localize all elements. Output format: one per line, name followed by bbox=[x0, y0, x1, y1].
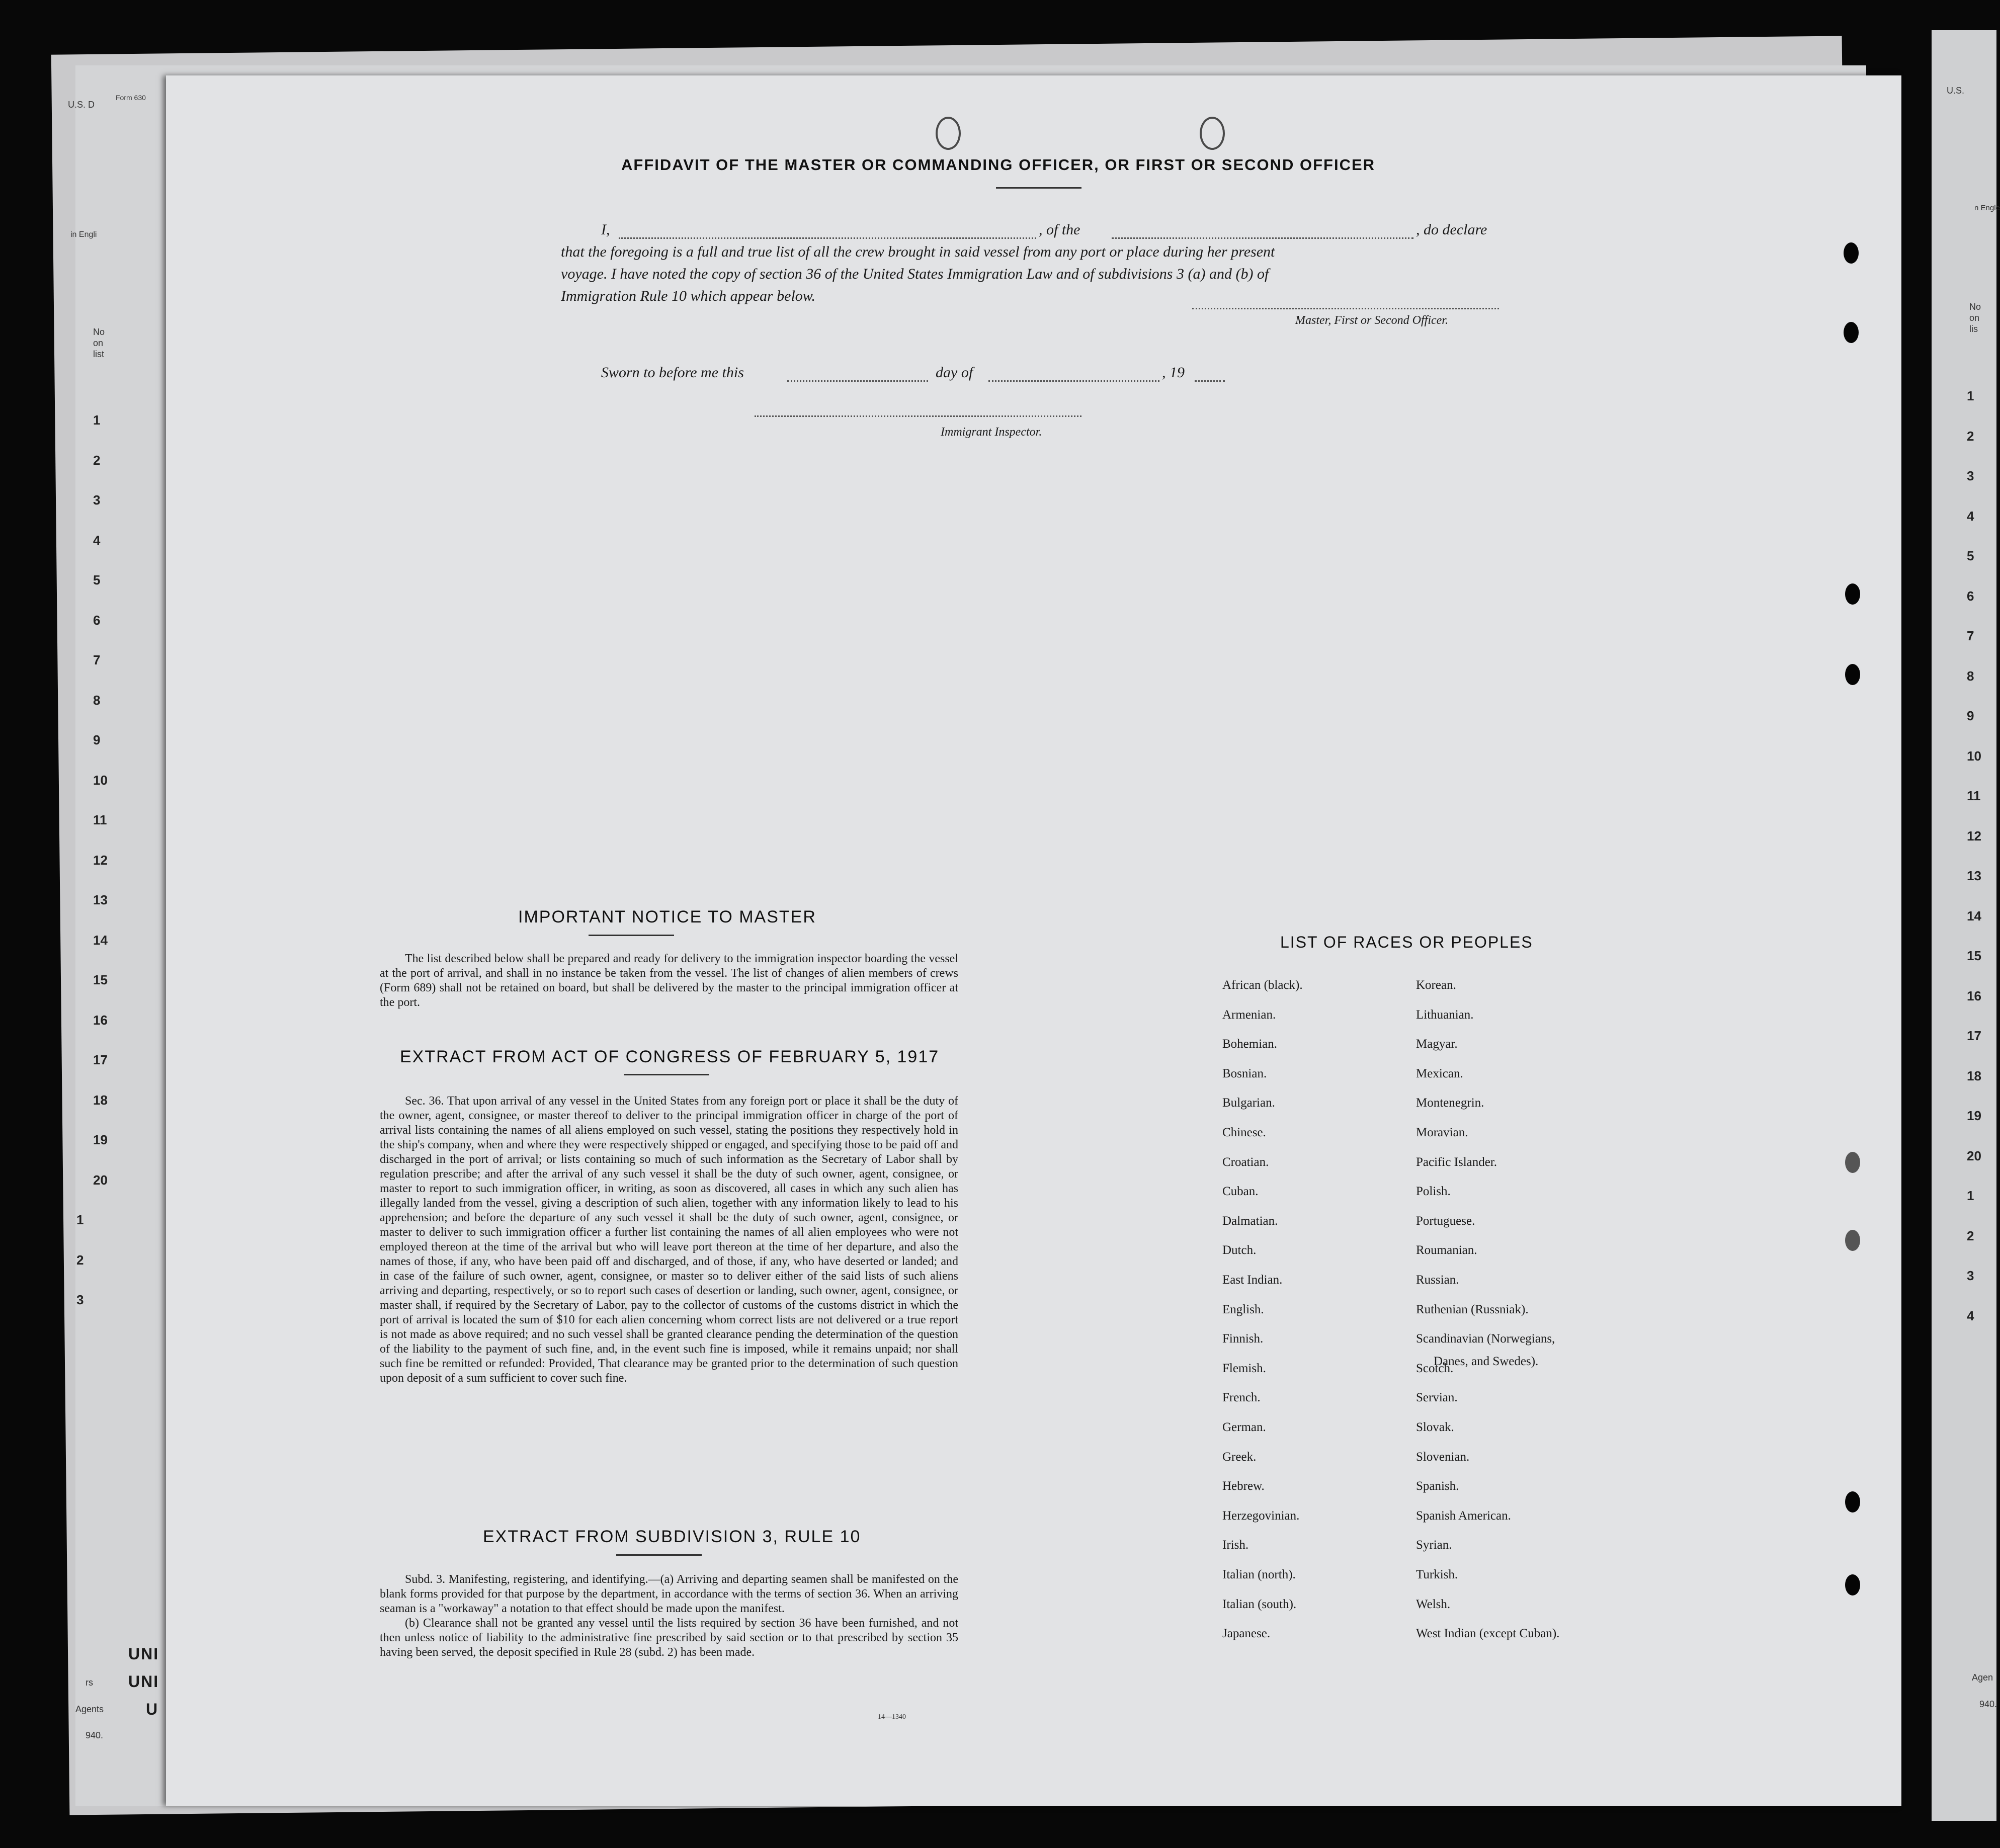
punch-mark-1 bbox=[1844, 242, 1859, 264]
race-entry: Magyar. bbox=[1416, 1037, 1458, 1051]
right-line-number: 2 bbox=[1967, 428, 1974, 444]
left-bottom-small-2: Agents bbox=[75, 1704, 104, 1714]
left-bottom-small-3: 940. bbox=[86, 1730, 104, 1740]
inspector-signature-field[interactable] bbox=[755, 415, 1081, 417]
right-line-number: 7 bbox=[1967, 628, 1974, 643]
race-entry: English. bbox=[1222, 1302, 1264, 1316]
race-entry: Japanese. bbox=[1222, 1627, 1271, 1641]
left-line-number: 5 bbox=[93, 572, 101, 587]
affidavit-do-declare: , do declare bbox=[1416, 221, 1487, 238]
form-sheet bbox=[166, 75, 1901, 1806]
left-line-number: 1 bbox=[93, 412, 101, 428]
race-entry: Irish. bbox=[1222, 1538, 1249, 1552]
right-line-number: 10 bbox=[1967, 748, 1981, 764]
race-entry: Syrian. bbox=[1416, 1538, 1452, 1552]
right-col-hdr-1: No bbox=[1969, 302, 1981, 312]
right-line-number: 1 bbox=[1967, 1188, 1974, 1203]
race-entry: French. bbox=[1222, 1391, 1261, 1405]
races-continuation: Danes, and Swedes). bbox=[1434, 1355, 1539, 1368]
race-entry: Lithuanian. bbox=[1416, 1007, 1474, 1022]
left-line-number: 8 bbox=[93, 692, 101, 708]
notice-body: The list described below shall be prepared and ready for delivery to the immigration inspector boarding the vessel at the port of arrival, and shall in no instance be taken from the vessel. The list of changes of alien members of crews (Form 689) shall not be retained on board, but shall be delivered by the master to the principal immigration officer at the port. bbox=[380, 952, 958, 1009]
right-line-number: 3 bbox=[1967, 468, 1974, 483]
race-entry: Welsh. bbox=[1416, 1597, 1451, 1611]
race-entry: Dutch. bbox=[1222, 1243, 1257, 1257]
right-col-hdr-3: lis bbox=[1969, 324, 1978, 334]
punch-mark-5 bbox=[1845, 1152, 1860, 1173]
notice-title-rule bbox=[589, 935, 674, 936]
sworn-year-prefix: , 19 bbox=[1162, 364, 1185, 381]
sworn-year-field[interactable] bbox=[1195, 380, 1225, 382]
left-line-number: 3 bbox=[76, 1292, 84, 1307]
rule-body bbox=[380, 1572, 958, 1660]
right-line-number: 6 bbox=[1967, 588, 1974, 604]
race-entry: Spanish. bbox=[1416, 1479, 1459, 1493]
race-entry: Italian (south). bbox=[1222, 1597, 1297, 1611]
rule-title: EXTRACT FROM SUBDIVISION 3, RULE 10 bbox=[483, 1527, 861, 1546]
left-engl-mark: in Engli bbox=[70, 230, 97, 239]
left-line-number: 18 bbox=[93, 1092, 108, 1108]
left-line-number: 17 bbox=[93, 1052, 108, 1067]
right-line-number: 20 bbox=[1967, 1148, 1981, 1163]
right-line-number: 18 bbox=[1967, 1068, 1981, 1083]
right-line-number: 13 bbox=[1967, 868, 1981, 883]
race-entry: Dalmatian. bbox=[1222, 1214, 1278, 1228]
affidavit-vessel-field[interactable] bbox=[1112, 237, 1413, 239]
punch-mark-3 bbox=[1845, 583, 1860, 605]
race-entry: Cuban. bbox=[1222, 1185, 1259, 1199]
sworn-day-field[interactable] bbox=[787, 380, 928, 382]
left-line-number: 15 bbox=[93, 972, 108, 987]
right-line-number: 3 bbox=[1967, 1268, 1974, 1283]
bleed-through-stamp bbox=[216, 116, 237, 203]
binding-hole-left bbox=[936, 117, 961, 150]
race-entry: Turkish. bbox=[1416, 1568, 1458, 1581]
right-line-number: 1 bbox=[1967, 388, 1974, 403]
officer-signature-caption: Master, First or Second Officer. bbox=[1295, 314, 1448, 327]
race-entry: Scotch. bbox=[1416, 1361, 1454, 1375]
right-engl-mark: n Engle bbox=[1974, 204, 2000, 212]
right-line-number: 16 bbox=[1967, 988, 1981, 1003]
right-line-number: 5 bbox=[1967, 548, 1974, 563]
act-title-rule bbox=[624, 1074, 709, 1075]
right-line-number: 19 bbox=[1967, 1108, 1981, 1123]
race-entry: Bulgarian. bbox=[1222, 1096, 1275, 1110]
race-entry: Slovak. bbox=[1416, 1420, 1454, 1434]
sworn-prefix: Sworn to before me this bbox=[601, 364, 744, 381]
race-entry: Croatian. bbox=[1222, 1155, 1269, 1169]
race-entry: Roumanian. bbox=[1416, 1243, 1477, 1257]
inspector-caption: Immigrant Inspector. bbox=[941, 426, 1042, 439]
left-line-number: 1 bbox=[76, 1212, 84, 1227]
act-title: EXTRACT FROM ACT OF CONGRESS OF FEBRUARY 5, 1917 bbox=[400, 1047, 940, 1066]
left-line-number: 14 bbox=[93, 932, 108, 948]
right-line-number: 8 bbox=[1967, 668, 1974, 684]
left-line-number: 19 bbox=[93, 1132, 108, 1147]
race-entry: Scandinavian (Norwegians, bbox=[1416, 1332, 1555, 1346]
race-entry: Flemish. bbox=[1222, 1361, 1266, 1375]
left-line-number: 10 bbox=[93, 772, 108, 788]
left-bottom-small-1: rs bbox=[86, 1677, 93, 1688]
left-line-number: 11 bbox=[93, 812, 107, 827]
races-title: LIST OF RACES OR PEOPLES bbox=[1280, 933, 1533, 951]
officer-signature-field[interactable] bbox=[1192, 308, 1499, 309]
print-code: 14—1340 bbox=[878, 1713, 906, 1721]
race-entry: Mexican. bbox=[1416, 1066, 1463, 1080]
race-entry: Greek. bbox=[1222, 1450, 1257, 1464]
affidavit-line-3: voyage. I have noted the copy of section 36 of the United States Immigration Law and of subdivisions 3 (a) and (b) of bbox=[561, 266, 1269, 282]
race-entry: Spanish American. bbox=[1416, 1508, 1511, 1523]
left-line-number: 7 bbox=[93, 652, 101, 667]
punch-mark-4 bbox=[1845, 664, 1860, 685]
race-entry: Herzegovinian. bbox=[1222, 1508, 1300, 1523]
right-line-number: 12 bbox=[1967, 828, 1981, 844]
race-entry: African (black). bbox=[1222, 978, 1303, 992]
affidavit-word-i: I, bbox=[601, 221, 610, 238]
left-line-number: 4 bbox=[93, 532, 101, 548]
left-col-hdr-1: No bbox=[93, 327, 105, 337]
sworn-day-of: day of bbox=[936, 364, 973, 381]
right-bottom-small-2: 940. bbox=[1979, 1699, 1997, 1709]
right-col-hdr-2: on bbox=[1969, 313, 1980, 323]
left-line-number: 3 bbox=[93, 492, 101, 508]
race-entry: Moravian. bbox=[1416, 1126, 1468, 1139]
left-line-number: 2 bbox=[76, 1252, 84, 1268]
left-line-number: 20 bbox=[93, 1172, 108, 1188]
rule-para-b: (b) Clearance shall not be granted any vessel until the lists required by section 36 have been furnished, and not then unless notice of liability to the administrative fine prescribed by said section or to that prescribed by section 35 having been served, the deposit specified in Rule 28 (subd. 2) has been made. bbox=[380, 1617, 958, 1659]
race-entry: Polish. bbox=[1416, 1185, 1451, 1199]
affidavit-line-4: Immigration Rule 10 which appear below. bbox=[561, 288, 816, 304]
race-entry: Pacific Islander. bbox=[1416, 1155, 1497, 1169]
rule-title-rule bbox=[616, 1554, 702, 1556]
race-entry: Chinese. bbox=[1222, 1126, 1266, 1139]
affidavit-title: AFFIDAVIT OF THE MASTER OR COMMANDING OFFICER, OR FIRST OR SECOND OFFICER bbox=[621, 156, 1376, 174]
binding-hole-right bbox=[1200, 117, 1225, 150]
left-line-number: 2 bbox=[93, 452, 101, 468]
affidavit-name-field[interactable] bbox=[619, 237, 1036, 239]
left-line-number: 16 bbox=[93, 1012, 108, 1028]
race-entry: Portuguese. bbox=[1416, 1214, 1475, 1228]
left-bottom-stamp-2: UNI bbox=[128, 1672, 159, 1691]
right-line-number: 4 bbox=[1967, 508, 1974, 524]
left-bottom-stamp-3: U bbox=[146, 1700, 159, 1718]
left-line-number: 13 bbox=[93, 892, 108, 907]
race-entry: Korean. bbox=[1416, 978, 1456, 992]
left-line-number: 12 bbox=[93, 852, 108, 868]
right-line-number: 15 bbox=[1967, 948, 1981, 963]
left-dept-mark: U.S. D bbox=[68, 100, 95, 110]
punch-mark-6 bbox=[1845, 1230, 1860, 1251]
race-entry: East Indian. bbox=[1222, 1273, 1283, 1287]
form-ref: Form 630 bbox=[116, 94, 146, 102]
punch-mark-2 bbox=[1844, 322, 1859, 343]
right-line-number: 17 bbox=[1967, 1028, 1981, 1043]
right-bottom-small-1: Agen bbox=[1972, 1672, 1993, 1683]
notice-title: IMPORTANT NOTICE TO MASTER bbox=[518, 907, 816, 927]
race-entry: Italian (north). bbox=[1222, 1568, 1296, 1581]
punch-mark-8 bbox=[1845, 1574, 1860, 1595]
act-body: Sec. 36. That upon arrival of any vessel in the United States from any foreign port or place it shall be the duty of the owner, agent, consignee, or master thereof to deliver to the principal immigration officer in charge of the port of arrival lists containing the names of all aliens employed on such vessel, stating the positions they respectively hold in the ship's company, when and where they were respectively shipped or engaged, and specifying those to be paid off and discharged in the port of arrival; or lists containing so much of such information as the Secretary of Labor shall by regulation prescribe; and after the arrival of any such vessel it shall be the duty of such owner, agent, consignee, or master to report to such immigration officer, in writing, as soon as discovered, all cases in which any such alien has illegally landed from the vessel, giving a description of such alien, together with any information likely to lead to his apprehension; and before the departure of any such vessel it shall be the duty of such owner, agent, consignee, or master to deliver to such immigration officer a further list containing the names of all alien employees who were not employed thereon at the time of the arrival but who will leave port thereon at the time of her departure, and also the names of those, if any, who have been paid off and discharged, and of those, if any, who have deserted or landed; and in case of the failure of such owner, agent, consignee, or master so to deliver either of the said lists of such aliens arriving and departing, respectively, or so to report such cases of desertion or landing, such owner, agent, consignee, or master shall, if required by the Secretary of Labor, pay to the collector of customs of the customs district in which the port of arrival is located the sum of $10 for each alien concerning whom correct lists are not delivered or a true report is not made as above required; and no such vessel shall be granted clearance pending the determination of the question of the liability to the payment of such fine, and, in the event such fine is imposed, while it remains unpaid; nor shall such fine be remitted or refunded: Provided, That clearance may be granted prior to the determination of such question upon deposit of a sum sufficient to cover such fine. bbox=[380, 1095, 958, 1385]
right-line-number: 2 bbox=[1967, 1228, 1974, 1243]
race-entry: Bohemian. bbox=[1222, 1037, 1278, 1051]
race-entry: Finnish. bbox=[1222, 1332, 1264, 1346]
race-entry: Hebrew. bbox=[1222, 1479, 1265, 1493]
right-line-number: 4 bbox=[1967, 1308, 1974, 1323]
race-entry: Slovenian. bbox=[1416, 1450, 1470, 1464]
affidavit-of-the: , of the bbox=[1039, 221, 1080, 238]
race-entry: Armenian. bbox=[1222, 1007, 1276, 1022]
right-adjacent-sheet bbox=[1932, 30, 1996, 1821]
affidavit-title-rule bbox=[996, 187, 1081, 189]
left-line-number: 9 bbox=[93, 732, 101, 747]
left-line-number: 6 bbox=[93, 612, 101, 628]
punch-mark-7 bbox=[1845, 1491, 1860, 1513]
race-entry: Servian. bbox=[1416, 1391, 1458, 1405]
race-entry: Montenegrin. bbox=[1416, 1096, 1484, 1110]
race-entry: Russian. bbox=[1416, 1273, 1459, 1287]
right-line-number: 9 bbox=[1967, 708, 1974, 723]
race-entry: West Indian (except Cuban). bbox=[1416, 1627, 1560, 1641]
left-bottom-stamp-1: UNI bbox=[128, 1645, 159, 1663]
race-entry: German. bbox=[1222, 1420, 1266, 1434]
right-line-number: 11 bbox=[1967, 788, 1981, 803]
race-entry: Bosnian. bbox=[1222, 1066, 1267, 1080]
sworn-month-field[interactable] bbox=[988, 380, 1159, 382]
left-col-hdr-2: on bbox=[93, 338, 104, 348]
left-col-hdr-3: list bbox=[93, 349, 104, 359]
right-dept-mark: U.S. bbox=[1947, 86, 1965, 96]
right-line-number: 14 bbox=[1967, 908, 1981, 923]
race-entry: Ruthenian (Russniak). bbox=[1416, 1302, 1529, 1316]
rule-para-a: Subd. 3. Manifesting, registering, and identifying.—(a) Arriving and departing seamen shall be manifested on the blank forms provided for that purpose by the department, in accordance with the terms of section 36. When an arriving seaman is a "workaway" a notation to that effect should be made upon the manifest. bbox=[380, 1573, 958, 1615]
affidavit-line-2: that the foregoing is a full and true list of all the crew brought in said vessel from any port or place during her present bbox=[561, 243, 1275, 260]
